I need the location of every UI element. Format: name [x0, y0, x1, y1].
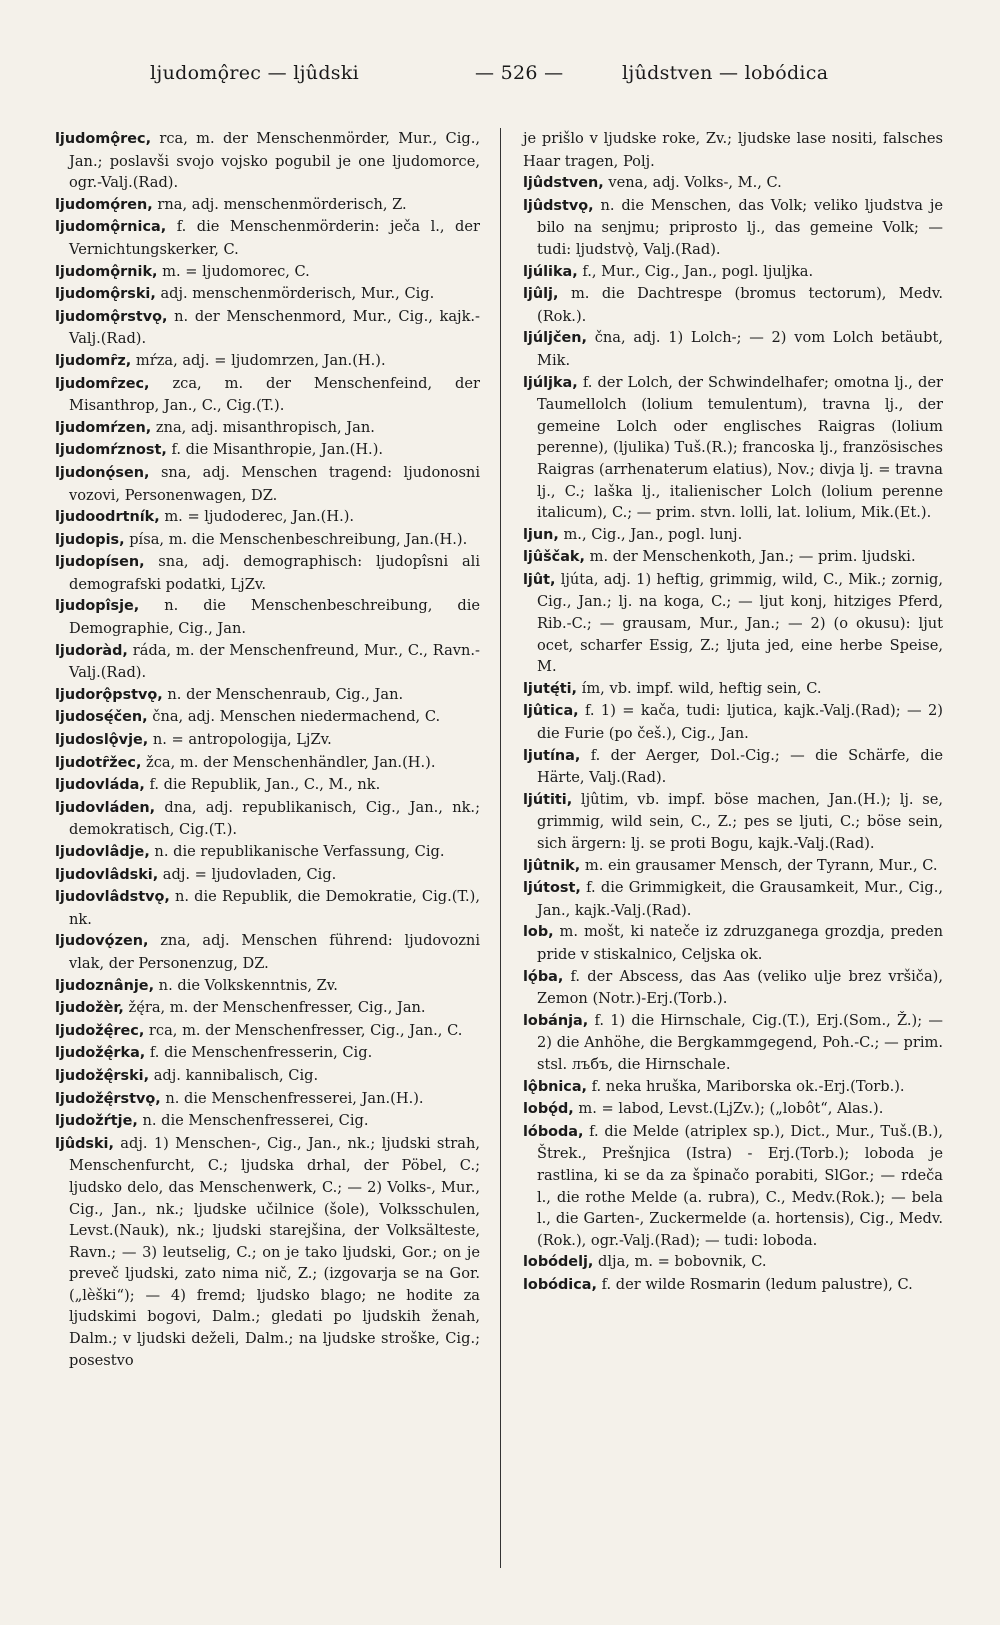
entry-headword: lobánja, — [523, 1012, 589, 1029]
entry-headword: ljudoràd, — [55, 642, 128, 659]
dictionary-entry — [523, 745, 943, 789]
entry-headword: ljudovláden, — [55, 799, 156, 816]
entry-definition: adj. = ljudovladen, Cig. — [158, 865, 337, 883]
entry-definition: f. 1) die Hirnschale, Cig.(T.), Erj.(Som., Ž.); — 2) die Anhöhe, die Bergkammgegend, Poh.-C.; — prim. stsl. лъбъ, die Hirnschale. — [537, 1011, 943, 1073]
entry-headword: lóboda, — [523, 1123, 584, 1140]
entry-headword: ljûdski, — [55, 1135, 114, 1152]
dictionary-entry — [523, 789, 943, 855]
entry-headword: ljudoodrtník, — [55, 509, 160, 526]
entry-headword: ljûdstvǫ, — [523, 197, 594, 214]
dictionary-entry — [523, 966, 943, 1010]
entry-definition: písa, m. die Menschenbeschreibung, Jan.(H.). — [124, 530, 468, 548]
dictionary-entry — [55, 774, 480, 797]
dictionary-entry — [55, 216, 480, 260]
dictionary-entry — [523, 524, 943, 547]
entry-definition: m. = ljudoderec, Jan.(H.). — [159, 508, 355, 526]
entry-headword: ljudomǫ̂rski, — [55, 286, 156, 303]
entry-definition: f. die Misanthropie, Jan.(H.). — [166, 441, 384, 459]
entry-headword: ljudopîsje, — [55, 598, 140, 615]
entry-definition: rna, adj. menschenmörderisch, Z. — [152, 195, 407, 213]
entry-headword: ljût, — [523, 571, 556, 588]
entry-headword: ljudosę́čen, — [55, 709, 148, 726]
dictionary-entry — [55, 373, 480, 417]
dictionary-entry — [523, 261, 943, 284]
dictionary-entry — [55, 261, 480, 284]
dictionary-entry — [523, 1076, 943, 1099]
entry-definition: ljúta, adj. 1) heftig, grimmig, wild, C., Mik.; zornig, Cig., Jan.; lj. na koga, C.; — ljut konj, hitziges Pferd, Rib.-C.; — grausam, Mur., Jan.; — 2) (o okusu): ljut ocet, scharfer Essig, Z.; ljuta jed, eine herbe Speise, M. — [537, 570, 943, 676]
entry-definition: zca, m. der Menschenfeind, der Misanthrop, Jan., C., Cig.(T.). — [69, 374, 480, 415]
dictionary-entry — [55, 350, 480, 373]
entry-headword: ljudomŕznost, — [55, 442, 167, 459]
dictionary-entry — [55, 462, 480, 506]
dictionary-entry — [523, 1274, 943, 1297]
dictionary-entry — [523, 1098, 943, 1121]
entry-definition: m. = ljudomorec, C. — [157, 262, 310, 280]
entry-headword: ljudožŕtje, — [55, 1113, 138, 1130]
entry-headword: ljudovlâdstvǫ, — [55, 889, 170, 906]
entry-definition: m. der Menschenkoth, Jan.; — prim. ljudski. — [584, 548, 916, 566]
dictionary-entry — [55, 283, 480, 306]
entry-definition: n. die Menschenfresserei, Cig. — [137, 1112, 369, 1130]
dictionary-entry — [55, 439, 480, 462]
entry-headword: lǫ́ba, — [523, 968, 564, 985]
dictionary-entry — [523, 855, 943, 878]
entry-headword: ljudomǫ̂rstvǫ, — [55, 308, 168, 325]
entry-headword: lobódica, — [523, 1276, 597, 1293]
dictionary-entry — [55, 841, 480, 864]
entry-definition: čna, adj. Menschen niedermachend, C. — [147, 708, 441, 726]
entry-definition: f. die Republik, Jan., C., M., nk. — [144, 776, 381, 794]
entry-headword: lob, — [523, 924, 554, 941]
dictionary-entry — [55, 1042, 480, 1065]
dictionary-entry — [55, 930, 480, 974]
entry-definition: rca, m. der Menschenmörder, Mur., Cig., Jan.; poslavši svojo vojsko pogubil je one ljudomorce, ogr.-Valj.(Rad). — [69, 130, 480, 192]
entry-headword: ljúlika, — [523, 263, 578, 280]
entry-definition: f., Mur., Cig., Jan., pogl. ljuljka. — [577, 262, 814, 280]
entry-definition: ljûtim, vb. impf. böse machen, Jan.(H.); lj. se, grimmig, wild sein, C., Z.; pes se ljuti, C.; böse sein, sich ärgern: lj. se proti Bogu, kajk.-Valj.(Rad). — [537, 790, 943, 852]
dictionary-entry — [523, 569, 943, 678]
entry-headword: lobǫ́d, — [523, 1101, 574, 1118]
dictionary-entry — [55, 886, 480, 930]
entry-headword: ljudovǫ́zen, — [55, 933, 149, 950]
entry-definition: m. mošt, ki nateče iz zdruzganega grozdja, preden pride v stiskalnico, Celjska ok. — [537, 923, 943, 963]
entry-definition: zna, adj. Menschen führend: ljudovozni vlak, der Personenzug, DZ. — [69, 932, 480, 972]
dictionary-entry — [523, 1251, 943, 1274]
dictionary-entry — [55, 729, 480, 752]
dictionary-entry — [55, 506, 480, 529]
entry-headword: ljudopísen, — [55, 554, 145, 571]
dictionary-entry — [523, 327, 943, 371]
dictionary-entry — [55, 684, 480, 707]
entry-definition: žę́ra, m. der Menschenfresser, Cig., Jan. — [123, 999, 426, 1017]
dictionary-entry — [523, 877, 943, 921]
entry-definition: f. die Melde (atriplex sp.), Dict., Mur., Tuš.(B.), Štrek., Prešnjica (Istra) - Erj.(Torb.); loboda je rastlina, ki se da za špinačo porabiti, SlGor.; — rdeča l., die rothe Melde (a. rubra), C., Medv.(Rok.); — bela l., die Garten-, Zuckermelde (a. hortensis), Cig., Medv.(Rok.), ogr.-Valj.(Rad); — tudi: loboda. — [537, 1122, 943, 1249]
entry-headword: ljutę́ti, — [523, 680, 578, 697]
entry-definition: f. die Grimmigkeit, die Grausamkeit, Mur., Cig., Jan., kajk.-Valj.(Rad). — [537, 879, 943, 919]
entry-headword: ljudomȓz, — [55, 352, 132, 369]
entry-headword: ljûščak, — [523, 549, 585, 566]
dictionary-entry — [55, 529, 480, 552]
dictionary-entry — [523, 1121, 943, 1252]
entry-definition: adj. menschenmörderisch, Mur., Cig. — [155, 285, 435, 303]
dictionary-entry — [523, 195, 943, 261]
entry-definition: ím, vb. impf. wild, heftig sein, C. — [577, 679, 822, 697]
entry-definition: n. der Menschenmord, Mur., Cig., kajk.-Valj.(Rad). — [69, 307, 480, 348]
entry-definition: n. die Menschen, das Volk; veliko ljudstva je bilo na senjmu; priprosto lj., das gemeine Volk; — tudi: ljudstvǫ̀, Valj.(Rad). — [537, 196, 943, 258]
entry-headword: ljútost, — [523, 880, 581, 897]
dictionary-entry — [55, 706, 480, 729]
entry-headword: ljudomǫ̂rnica, — [55, 219, 167, 236]
dictionary-entry — [523, 283, 943, 327]
entry-definition: sna, adj. Menschen tragend: ljudonosni vozovi, Personenwagen, DZ. — [69, 463, 480, 504]
header-right-guideword: ljûdstven — lobódica — [622, 62, 829, 84]
dictionary-entry — [55, 1110, 480, 1133]
entry-headword: ljudožèr, — [55, 1000, 124, 1017]
dictionary-entry — [55, 1020, 480, 1043]
entry-definition: f. der wilde Rosmarin (ledum palustre), C. — [596, 1275, 913, 1293]
entry-headword: ljudopis, — [55, 531, 125, 548]
dictionary-entry — [55, 752, 480, 775]
entry-headword: ljudožę̂rka, — [55, 1045, 146, 1062]
entry-headword: ljudovlâdje, — [55, 844, 150, 860]
entry-headword: ljûlj, — [523, 286, 559, 303]
entry-definition: rca, m. der Menschenfresser, Cig., Jan., C. — [144, 1021, 463, 1039]
entry-definition: f. der Abscess, das Aas (veliko ulje brez vršiča), Zemon (Notr.)-Erj.(Torb.). — [537, 967, 943, 1008]
page-number: — 526 — — [475, 62, 564, 84]
entry-definition: m., Cig., Jan., pogl. lunj. — [558, 525, 743, 543]
entry-definition: f. der Lolch, der Schwindelhafer; omotna lj., der Taumellolch (lolium temulentum), travna lj., der gemeine Lolch oder englisches Raigras (lolium perenne), (ljulika) Tuš.(R.); francoska lj., französisches Raigras (arrhenaterum elatius), Nov.; divja lj. = travna lj., C.; laška lj., italienischer Lolch (lolium perenne italicum), C.; — prim. stvn. lolli, lat. lolium, Mik.(Et.). — [537, 373, 943, 522]
dictionary-entry — [523, 172, 943, 195]
entry-headword: ljudomŕzen, — [55, 419, 152, 436]
entry-definition: f. neka hruška, Mariborska ok.-Erj.(Torb.). — [587, 1077, 905, 1095]
entry-definition: f. 1) = kača, tudi: ljutica, kajk.-Valj.(Rad); — 2) die Furie (po češ.), Cig., Jan. — [537, 702, 943, 743]
entry-definition: adj. kannibalisch, Cig. — [149, 1066, 319, 1084]
entry-definition: čna, adj. 1) Lolch-; — 2) vom Lolch betäubt, Mik. — [537, 329, 943, 369]
entry-headword: ljudovlâdski, — [55, 866, 159, 883]
dictionary-entry — [55, 1088, 480, 1111]
entry-headword: ljudožę̂rstvǫ, — [55, 1090, 161, 1107]
entry-headword: ljudoznânje, — [55, 977, 155, 994]
entry-definition: je prišlo v ljudske roke, Zv.; ljudske lase nositi, falsches Haar tragen, Polj. — [523, 130, 943, 170]
dictionary-entry — [55, 797, 480, 841]
entry-definition: mŕza, adj. = ljudomrzen, Jan.(H.). — [131, 351, 386, 369]
entry-definition: f. die Menschenmörderin: ječa l., der Vernichtungskerker, C. — [69, 218, 480, 258]
entry-headword: ljútiti, — [523, 791, 573, 808]
dictionary-entry — [523, 921, 943, 965]
entry-definition: n. die Menschenfresserei, Jan.(H.). — [160, 1089, 424, 1107]
dictionary-entry — [523, 700, 943, 744]
entry-definition: zna, adj. misanthropisch, Jan. — [151, 418, 375, 436]
entry-definition: vena, adj. Volks-, M., C. — [603, 174, 782, 192]
entry-definition: m. die Dachtrespe (bromus tectorum), Medv.(Rok.). — [537, 285, 943, 325]
dictionary-entry — [55, 640, 480, 684]
left-column — [55, 128, 480, 1371]
entry-definition: adj. 1) Menschen-, Cig., Jan., nk.; ljudski strah, Menschenfurcht, C.; ljudska drhal, der Pöbel, C.; ljudsko delo, das Menschenwerk, C.; — 2) Volks-, Mur., Cig., Jan., nk.; ljudske učilnice (šole), Volksschulen, Levst.(Nauk), nk.; ljudski starejšina, der Volksälteste, Ravn.; — 3) leutselig, C.; on je tako ljudski, Gor.; on je preveč ljudski, zato nima nič, Z.; (izgovarja se na Gor. („lèški“); — 4) fremd; ljudsko blago; ne hodite za ljudskimi bogovi, Dalm.; gledati po ljudskih ženah, Dalm.; v ljudski deželi, Dalm.; na ljudske stroške, Cig.; posestvo — [69, 1134, 480, 1369]
entry-headword: ljudomǫ̂rec, — [55, 131, 152, 147]
dictionary-entry — [523, 1010, 943, 1076]
entry-definition: n. der Menschenraub, Cig., Jan. — [162, 685, 404, 703]
entry-headword: ljûtnik, — [523, 857, 581, 874]
header-left-guideword: ljudomǫ̂rec — ljûdski — [150, 62, 360, 84]
entry-definition: n. die republikanische Verfassung, Cig. — [149, 843, 445, 860]
entry-definition: m. = labod, Levst.(LjZv.); („lobôt“, Alas.). — [573, 1100, 884, 1118]
entry-definition: dlja, m. = bobovnik, C. — [593, 1253, 767, 1271]
entry-headword: lǫ̂bnica, — [523, 1078, 588, 1095]
dictionary-entry — [55, 128, 480, 194]
entry-headword: ljudorǫ̂pstvǫ, — [55, 686, 163, 703]
dictionary-entry — [55, 306, 480, 350]
entry-headword: ljûtica, — [523, 703, 579, 720]
entry-headword: ljúljčen, — [523, 330, 587, 347]
entry-definition: n. die Republik, die Demokratie, Cig.(T.), nk. — [69, 888, 480, 928]
entry-headword: ljudoslǫ̂vje, — [55, 732, 149, 749]
entry-headword: ljudonǫ́sen, — [55, 464, 150, 481]
entry-definition: m. ein grausamer Mensch, der Tyrann, Mur., C. — [580, 856, 938, 874]
entry-headword: ljudožę̂rec, — [55, 1022, 145, 1039]
dictionary-entry — [523, 546, 943, 569]
entry-definition: ráda, m. der Menschenfreund, Mur., C., Ravn.-Valj.(Rad). — [69, 641, 480, 682]
dictionary-entry — [55, 1065, 480, 1088]
entry-definition: f. die Menschenfresserin, Cig. — [145, 1044, 373, 1062]
dictionary-entry — [55, 864, 480, 887]
entry-definition: žca, m. der Menschenhändler, Jan.(H.). — [141, 753, 436, 771]
entry-definition: n. = antropologija, LjZv. — [148, 731, 332, 749]
dictionary-entry — [523, 678, 943, 701]
entry-headword: ljudožę̂rski, — [55, 1067, 150, 1084]
right-column — [523, 128, 943, 1296]
entry-definition: dna, adj. republikanisch, Cig., Jan., nk.; demokratisch, Cig.(T.). — [69, 798, 480, 839]
entry-headword: ljudomǫ̂rnik, — [55, 263, 158, 280]
entry-headword: ljudovláda, — [55, 777, 145, 794]
entry-headword: ljun, — [523, 526, 559, 543]
entry-definition: n. die Menschenbeschreibung, die Demographie, Cig., Jan. — [69, 597, 480, 638]
dictionary-entry — [55, 1133, 480, 1372]
entry-headword: ljúljka, — [523, 374, 578, 391]
entry-headword: ljutína, — [523, 747, 581, 764]
column-divider — [500, 128, 501, 1568]
entry-headword: ljudomǫ́ren, — [55, 196, 153, 213]
dictionary-entry — [55, 975, 480, 998]
dictionary-entry — [55, 997, 480, 1020]
entry-definition: sna, adj. demographisch: ljudopîsni ali demografski podatki, LjZv. — [69, 553, 480, 593]
dictionary-entry — [55, 551, 480, 595]
dictionary-entry — [55, 595, 480, 639]
entry-headword: lobódelj, — [523, 1254, 594, 1271]
entry-headword: ljudotȓžec, — [55, 754, 142, 771]
entry-headword: ljûdstven, — [523, 175, 604, 192]
entry-definition: f. der Aerger, Dol.-Cig.; — die Schärfe, die Härte, Valj.(Rad). — [537, 746, 943, 787]
dictionary-entry — [55, 417, 480, 440]
entry-definition: n. die Volkskenntnis, Zv. — [154, 976, 338, 994]
dictionary-entry — [523, 372, 943, 524]
dictionary-entry — [523, 128, 943, 172]
dictionary-entry — [55, 194, 480, 217]
entry-headword: ljudomȓzec, — [55, 375, 150, 392]
